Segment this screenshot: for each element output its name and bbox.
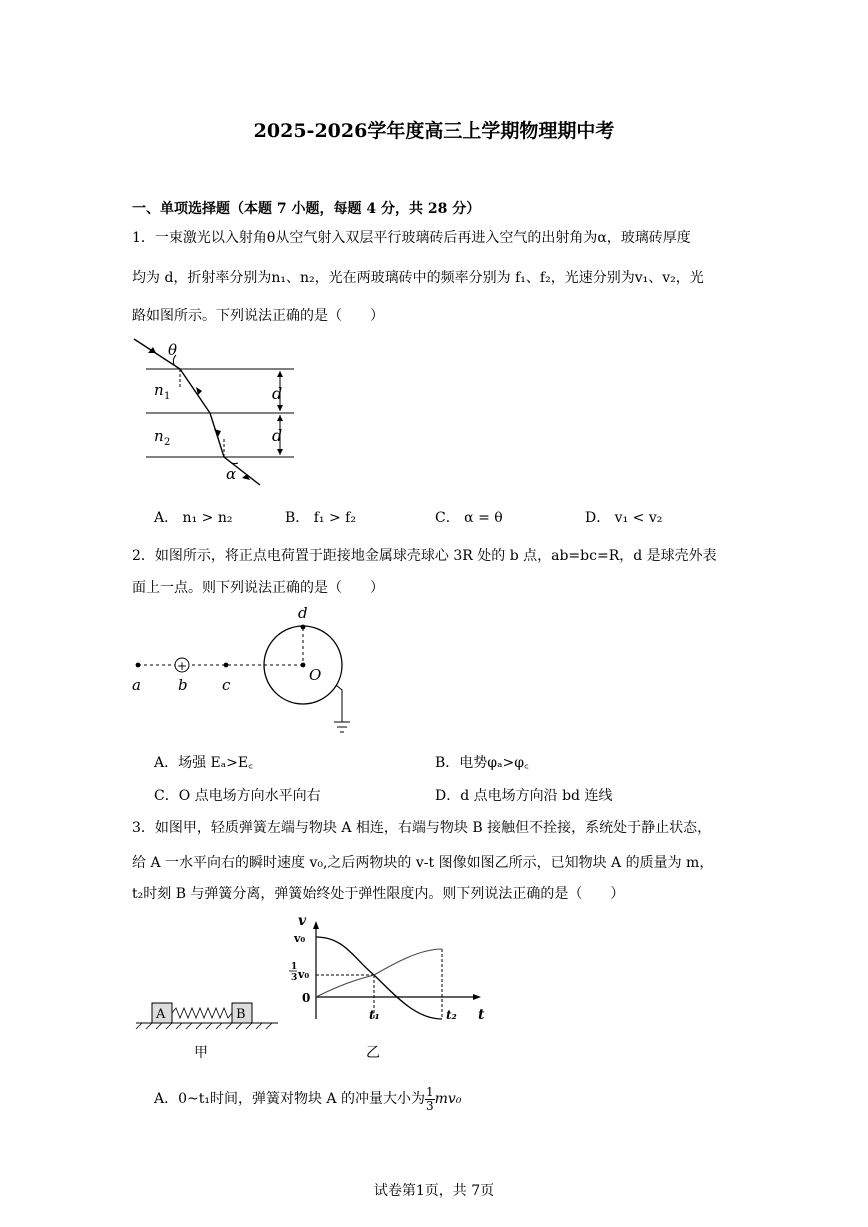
- point-d-label: d: [298, 604, 308, 622]
- v-axis-label: v: [298, 915, 307, 929]
- t1-tick: t₁: [369, 1008, 380, 1022]
- block-a-label: A: [156, 1007, 166, 1022]
- section-heading: 一、单项选择题（本题 7 小题，每题 4 分，共 28 分）: [132, 201, 481, 217]
- q3-line1: 3．如图甲，轻质弹簧左端与物块 A 相连，右端与物块 B 接触但不拴接，系统处于静止状态，: [132, 820, 712, 836]
- t-axis-label: t: [478, 1007, 485, 1023]
- point-c-label: c: [222, 676, 231, 694]
- q2-line1: 2．如图所示，将正点电荷置于距接地金属球壳球心 3R 处的 b 点，ab=bc=R，d 是球壳外表: [132, 548, 717, 564]
- q2-line2: 面上一点。则下列说法正确的是（ ）: [132, 580, 384, 596]
- q2-option-c[interactable]: C．O 点电场方向水平向右: [154, 788, 321, 804]
- q3-option-a-mv0: mv₀: [434, 1091, 462, 1107]
- center-o-label: O: [309, 666, 322, 684]
- q1-line3: 路如图所示。下列说法正确的是（ ）: [132, 308, 384, 324]
- d2-label: d: [272, 426, 283, 445]
- q3-option-a[interactable]: [154, 1084, 461, 1114]
- fraction-denominator: 3: [426, 1098, 434, 1113]
- fraction-one-third: [425, 1086, 435, 1113]
- v0-tick: v₀: [294, 932, 306, 945]
- third-denominator: 3: [291, 973, 298, 983]
- q1-line1: 1．一束激光以入射角θ从空气射入双层平行玻璃砖后再进入空气的出射角为α，玻璃砖厚度: [132, 230, 691, 246]
- q2-option-a[interactable]: A．场强 Eₐ>E꜀: [154, 755, 253, 771]
- q2-option-b[interactable]: B．电势φₐ>φ꜀: [435, 755, 529, 771]
- q3-vt-graph: [285, 915, 495, 1025]
- q3-line3: t₂时刻 B 与弹簧分离，弹簧始终处于弹性限度内。则下列说法正确的是（ ）: [132, 886, 625, 902]
- n2-sub: 2: [164, 437, 171, 448]
- q3-option-a-text: A．0~t₁时间，弹簧对物块 A 的冲量大小为: [154, 1091, 425, 1107]
- q1-option-a[interactable]: A． n₁ > n₂: [154, 510, 233, 526]
- figure-caption-jia: 甲: [194, 1045, 208, 1061]
- n2-label: n: [154, 427, 164, 445]
- third-numerator: 1: [291, 962, 298, 972]
- q1-refraction-figure: [128, 333, 308, 493]
- point-a-label: a: [132, 676, 141, 694]
- q2-option-d[interactable]: D．d 点电场方向沿 bd 连线: [435, 788, 613, 804]
- n1-label: n: [154, 381, 164, 399]
- q2-sphere-figure: [128, 600, 368, 745]
- third-v0-tick: v₀: [298, 968, 310, 981]
- positive-charge: +: [177, 659, 188, 673]
- origin-label: 0: [302, 991, 311, 1005]
- q1-option-d[interactable]: D． v₁ < v₂: [585, 510, 663, 526]
- point-b-label: b: [178, 676, 188, 694]
- q1-line2: 均为 d，折射率分别为n₁、n₂，光在两玻璃砖中的频率分别为 f₁、f₂，光速分别为v₁、v₂，光: [132, 270, 704, 286]
- block-b-label: B: [236, 1007, 246, 1022]
- n1-sub: 1: [164, 391, 171, 402]
- page-footer: 试卷第1页，共 7页: [373, 1183, 495, 1199]
- alpha-label: α: [226, 465, 237, 483]
- fraction-numerator: 1: [426, 1084, 434, 1099]
- page-title: 2025-2026学年度高三上学期物理期中考: [253, 120, 615, 142]
- q3-spring-figure: [132, 995, 282, 1035]
- d1-label: d: [272, 384, 283, 403]
- figure-caption-yi: 乙: [366, 1045, 380, 1061]
- q1-option-c[interactable]: C． α = θ: [435, 510, 503, 526]
- t2-tick: t₂: [446, 1008, 457, 1022]
- q3-line2: 给 A 一水平向右的瞬时速度 v₀,之后两物块的 v-t 图像如图乙所示，已知物块 A 的质量为 m，: [132, 855, 714, 871]
- theta-label: θ: [168, 341, 178, 359]
- q1-option-b[interactable]: B． f₁ > f₂: [285, 510, 356, 526]
